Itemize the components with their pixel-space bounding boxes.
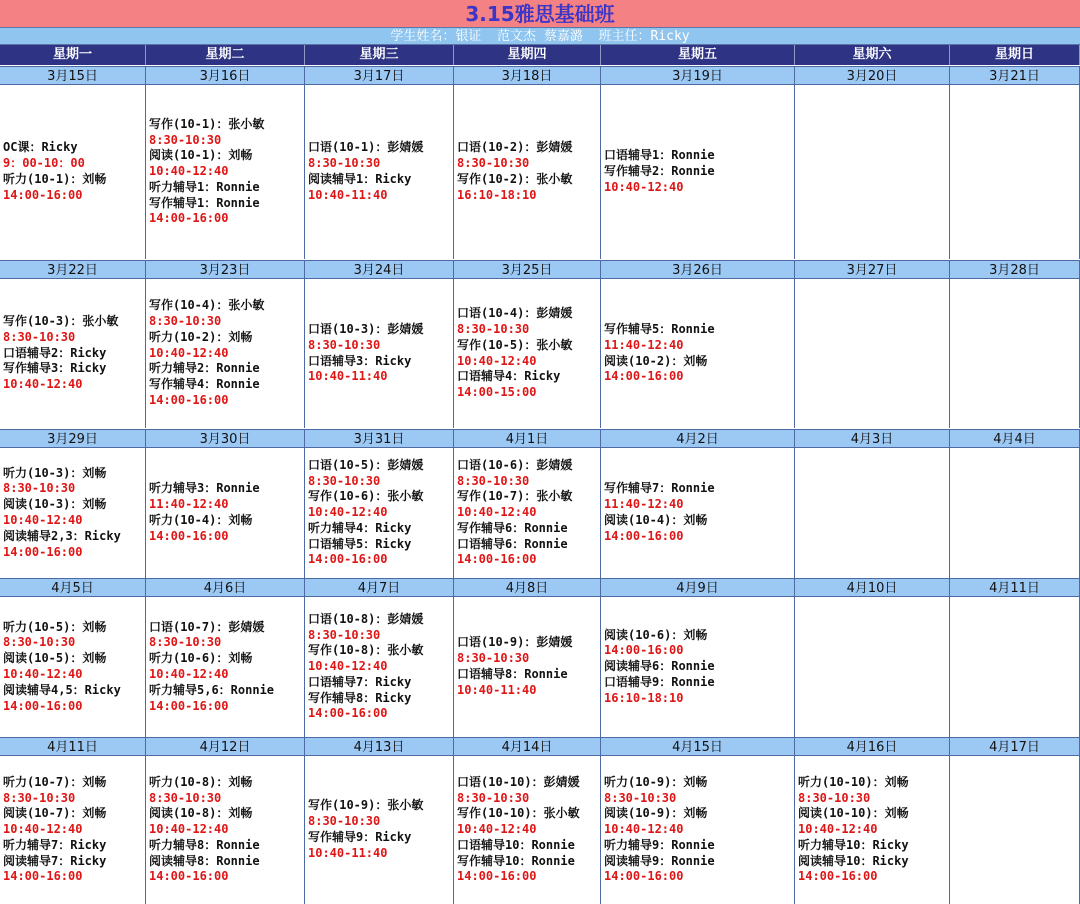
class-entry: 听力(10-10)：刘畅 (798, 774, 909, 789)
date-label: 3月18日 (454, 66, 601, 85)
class-time: 10:40-12:40 (3, 377, 83, 392)
date-label: 3月21日 (950, 66, 1080, 85)
class-entry: 写作(10-2)：张小敏 (457, 172, 573, 186)
class-time: 14:00-16:00 (604, 369, 684, 384)
date-label: 4月6日 (146, 578, 305, 597)
date-label: 4月12日 (146, 737, 305, 756)
day-cell (950, 279, 1080, 428)
class-entry: 口语辅导2：Ricky (3, 345, 107, 360)
day-cell (454, 756, 601, 904)
class-entry: 口语(10-4)：彭婧媛 (457, 306, 573, 321)
day-cell (795, 756, 950, 904)
weekday-header-wed: 星期三 (305, 45, 454, 65)
class-time: 14:00-16:00 (604, 643, 684, 658)
class-time: 14:00-16:00 (3, 187, 83, 202)
class-time: 10:40-12:40 (457, 353, 537, 368)
class-entry: 听力辅导2：Ronnie (149, 361, 260, 376)
class-entry: 听力辅导7：Ricky (3, 837, 107, 852)
class-time: 14:00-15:00 (457, 385, 537, 400)
date-label: 3月30日 (146, 429, 305, 448)
day-cell (305, 85, 454, 259)
class-time: 10:40-12:40 (3, 667, 83, 681)
date-label: 3月23日 (146, 260, 305, 279)
class-entry: 写作辅导6：Ronnie (457, 520, 568, 535)
class-time: 10:40-12:40 (3, 513, 83, 527)
class-time: 14:00-16:00 (149, 698, 229, 713)
class-entry: 写作辅导8：Ricky (308, 690, 412, 705)
class-entry: 口语辅导10：Ronnie (457, 837, 575, 852)
day-cell (454, 597, 601, 737)
class-time: 11:40-12:40 (604, 337, 684, 352)
class-time: 16:10-18:10 (604, 690, 684, 705)
date-label: 4月16日 (795, 737, 950, 756)
date-label: 3月27日 (795, 260, 950, 279)
class-time: 14:00-16:00 (308, 552, 388, 567)
class-entry: 写作辅导2：Ronnie (604, 164, 715, 179)
day-cell (0, 448, 146, 578)
class-entry: 写作(10-5)：张小敏 (457, 337, 573, 352)
class-time: 8:30-10:30 (3, 635, 76, 650)
day-cell (454, 448, 601, 578)
class-entry: 口语(10-10)：彭婧媛 (457, 774, 580, 789)
class-entry: 听力辅导5,6：Ronnie (149, 682, 275, 697)
date-label: 4月13日 (305, 737, 454, 756)
date-label: 3月25日 (454, 260, 601, 279)
day-cell (305, 597, 454, 737)
day-cell (0, 597, 146, 737)
class-entry: 阅读(10-6)：刘畅 (604, 627, 708, 642)
day-cell (795, 597, 950, 737)
class-time: 8:30-10:30 (308, 814, 381, 829)
class-entry: 写作(10-4)：张小敏 (149, 298, 265, 313)
class-entry: 写作(10-7)：张小敏 (457, 489, 573, 504)
class-entry: 听力(10-5)：刘畅 (3, 619, 107, 634)
date-label: 4月11日 (0, 737, 146, 756)
class-entry: 写作(10-6)：张小敏 (308, 489, 424, 504)
class-time: 10:40-12:40 (457, 822, 537, 837)
weekday-header-sat: 星期六 (795, 45, 950, 65)
class-time: 14:00-16:00 (604, 528, 684, 543)
class-time: 10:40-12:40 (798, 822, 878, 837)
class-time: 8:30-10:30 (149, 790, 222, 805)
date-label: 4月5日 (0, 578, 146, 597)
class-entry: 听力(10-9)：刘畅 (604, 774, 708, 789)
class-time: 8:30-10:30 (604, 790, 677, 805)
class-entry: 写作(10-1)：张小敏 (149, 116, 265, 131)
class-entry: 口语辅导9：Ronnie (604, 674, 715, 689)
class-entry: 阅读(10-10)：刘畅 (798, 806, 909, 821)
student-info: 学生姓名：银证 范文杰 蔡嘉潞 班主任：Ricky (0, 28, 1080, 45)
class-time: 14:00-16:00 (149, 211, 229, 226)
class-entry: 口语辅导5：Ricky (308, 536, 412, 551)
date-label: 3月24日 (305, 260, 454, 279)
class-entry: 阅读(10-2)：刘畅 (604, 353, 708, 368)
day-cell (950, 85, 1080, 259)
class-time: 8:30-10:30 (149, 132, 222, 147)
class-entry: 口语(10-5)：彭婧媛 (308, 457, 424, 472)
class-entry: 听力辅导4：Ricky (308, 520, 412, 535)
class-entry: 写作辅导3：Ricky (3, 361, 107, 376)
day-cell (795, 279, 950, 428)
class-time: 14:00-16:00 (457, 869, 537, 884)
date-label: 3月28日 (950, 260, 1080, 279)
class-time: 8:30-10:30 (457, 651, 530, 666)
date-label: 4月3日 (795, 429, 950, 448)
date-label: 3月20日 (795, 66, 950, 85)
class-time: 14:00-16:00 (3, 544, 83, 559)
weekday-header-sun: 星期日 (950, 45, 1080, 65)
class-time: 14:00-16:00 (149, 869, 229, 884)
day-cell (305, 279, 454, 428)
class-entry: 听力(10-7)：刘畅 (3, 774, 107, 789)
day-cell (454, 85, 601, 259)
class-time: 8:30-10:30 (308, 627, 381, 642)
class-time: 10:40-12:40 (149, 164, 229, 179)
class-entry: 听力辅导3：Ronnie (149, 481, 260, 496)
class-time: 11:40-12:40 (149, 497, 229, 512)
class-time: 14:00-16:00 (604, 869, 684, 884)
class-entry: 口语(10-9)：彭婧媛 (457, 635, 573, 650)
day-cell (601, 448, 795, 578)
class-time: 8:30-10:30 (308, 473, 381, 488)
class-entry: 口语(10-3)：彭婧媛 (308, 321, 424, 336)
date-label: 4月14日 (454, 737, 601, 756)
class-entry: 口语(10-7)：彭婧媛 (149, 619, 265, 634)
class-time: 10:40-12:40 (308, 505, 388, 520)
date-label: 3月17日 (305, 66, 454, 85)
class-time: 14:00-16:00 (798, 869, 878, 884)
day-cell (146, 597, 305, 737)
date-label: 3月31日 (305, 429, 454, 448)
date-label: 4月8日 (454, 578, 601, 597)
date-label: 3月19日 (601, 66, 795, 85)
class-time: 10:40-12:40 (308, 659, 388, 674)
class-time: 14:00-16:00 (3, 869, 83, 884)
day-cell (0, 85, 146, 259)
class-entry: 口语辅导4：Ricky (457, 369, 561, 384)
class-time: 8:30-10:30 (149, 635, 222, 650)
date-label: 4月11日 (950, 578, 1080, 597)
class-entry: 阅读(10-7)：刘畅 (3, 806, 107, 821)
date-label: 4月15日 (601, 737, 795, 756)
class-entry: 阅读(10-3)：刘畅 (3, 497, 107, 512)
class-entry: 阅读辅导2,3：Ricky (3, 528, 121, 543)
class-entry: 阅读辅导7：Ricky (3, 853, 107, 868)
class-time: 8:30-10:30 (798, 790, 871, 805)
day-cell (0, 756, 146, 904)
weekday-header-mon: 星期一 (0, 45, 146, 65)
class-entry: 写作(10-10)：张小敏 (457, 806, 580, 821)
class-entry: 阅读辅导10：Ricky (798, 853, 909, 868)
class-entry: 口语辅导6：Ronnie (457, 536, 568, 551)
class-entry: 阅读(10-1)：刘畅 (149, 148, 253, 163)
date-label: 3月22日 (0, 260, 146, 279)
class-entry: 阅读辅导9：Ronnie (604, 853, 715, 868)
class-time: 10:40-11:40 (308, 369, 388, 384)
class-entry: 听力辅导10：Ricky (798, 837, 909, 852)
date-label: 4月7日 (305, 578, 454, 597)
date-label: 3月15日 (0, 66, 146, 85)
class-time: 10:40-12:40 (457, 505, 537, 520)
day-cell (601, 85, 795, 259)
date-label: 3月26日 (601, 260, 795, 279)
class-time: 10:40-12:40 (604, 179, 684, 194)
day-cell (305, 756, 454, 904)
class-time: 10:40-12:40 (604, 822, 684, 837)
class-entry: 写作辅导1：Ronnie (149, 195, 260, 210)
class-entry: 阅读(10-5)：刘畅 (3, 651, 107, 666)
day-cell (601, 597, 795, 737)
class-entry: 写作(10-9)：张小敏 (308, 798, 424, 813)
class-entry: 阅读(10-4)：刘畅 (604, 513, 708, 527)
class-time: 10:40-12:40 (3, 822, 83, 837)
class-entry: 听力(10-8)：刘畅 (149, 774, 253, 789)
class-entry: 口语辅导1：Ronnie (604, 148, 715, 163)
class-time: 11:40-12:40 (604, 497, 684, 512)
class-time: 10:40-12:40 (149, 667, 229, 681)
day-cell (601, 756, 795, 904)
date-label: 4月17日 (950, 737, 1080, 756)
day-cell (601, 279, 795, 428)
class-entry: 写作(10-3)：张小敏 (3, 314, 119, 328)
day-cell (0, 279, 146, 428)
date-label: 4月9日 (601, 578, 795, 597)
day-cell (146, 756, 305, 904)
class-entry: 口语(10-6)：彭婧媛 (457, 457, 573, 472)
class-entry: 听力辅导1：Ronnie (149, 179, 260, 194)
class-entry: 口语辅导8：Ronnie (457, 667, 568, 681)
class-time: 10:40-11:40 (457, 682, 537, 697)
class-entry: 写作辅导9：Ricky (308, 830, 412, 844)
class-time: 14:00-16:00 (457, 552, 537, 567)
weekday-header-fri: 星期五 (601, 45, 795, 65)
class-time: 8:30-10:30 (3, 481, 76, 496)
class-entry: 口语(10-8)：彭婧媛 (308, 611, 424, 626)
day-cell (950, 597, 1080, 737)
class-entry: 听力辅导9：Ronnie (604, 837, 715, 852)
class-entry: 听力(10-2)：刘畅 (149, 329, 253, 344)
day-cell (950, 756, 1080, 904)
class-entry: 写作辅导10：Ronnie (457, 853, 575, 868)
class-entry: 写作(10-8)：张小敏 (308, 643, 424, 658)
class-entry: 阅读辅导6：Ronnie (604, 659, 715, 674)
date-label: 4月2日 (601, 429, 795, 448)
class-entry: 阅读辅导1：Ricky (308, 172, 412, 186)
class-time: 16:10-18:10 (457, 187, 537, 202)
class-entry: 听力(10-6)：刘畅 (149, 651, 253, 666)
class-time: 14:00-16:00 (308, 706, 388, 721)
class-time: 10:40-11:40 (308, 187, 388, 202)
class-time: 8:30-10:30 (3, 329, 76, 344)
class-time: 8:30-10:30 (149, 314, 222, 328)
day-cell (795, 448, 950, 578)
class-entry: 口语辅导7：Ricky (308, 674, 412, 689)
class-time: 10:40-12:40 (149, 822, 229, 837)
day-cell (146, 279, 305, 428)
weekday-header-tue: 星期二 (146, 45, 305, 65)
day-cell (146, 448, 305, 578)
class-time: 8:30-10:30 (308, 156, 381, 171)
class-entry: 阅读(10-9)：刘畅 (604, 806, 708, 821)
class-time: 14:00-16:00 (149, 528, 229, 543)
day-cell (454, 279, 601, 428)
date-label: 4月1日 (454, 429, 601, 448)
class-time: 14:00-16:00 (149, 392, 229, 407)
class-entry: 听力(10-3)：刘畅 (3, 465, 107, 480)
class-entry: 口语辅导3：Ricky (308, 353, 412, 368)
class-time: 8:30-10:30 (457, 321, 530, 336)
class-entry: 写作辅导4：Ronnie (149, 377, 260, 392)
day-cell (305, 448, 454, 578)
class-time: 10:40-11:40 (308, 845, 388, 860)
date-label: 3月29日 (0, 429, 146, 448)
class-entry: 阅读(10-8)：刘畅 (149, 806, 253, 821)
class-time: 8:30-10:30 (457, 473, 530, 488)
class-time: 8:30-10:30 (457, 790, 530, 805)
class-entry: 口语(10-2)：彭婧媛 (457, 140, 573, 155)
class-time: 8:30-10:30 (3, 790, 76, 805)
class-time: 14:00-16:00 (3, 698, 83, 713)
day-cell (795, 85, 950, 259)
class-time: 8:30-10:30 (457, 156, 530, 171)
date-label: 3月16日 (146, 66, 305, 85)
class-entry: 听力辅导8：Ronnie (149, 837, 260, 852)
class-entry: 阅读辅导8：Ronnie (149, 853, 260, 868)
class-time: 8:30-10:30 (308, 337, 381, 352)
date-label: 4月4日 (950, 429, 1080, 448)
weekday-header-thu: 星期四 (454, 45, 601, 65)
date-label: 4月10日 (795, 578, 950, 597)
class-entry: 听力(10-1)：刘畅 (3, 172, 107, 186)
class-entry: 听力(10-4)：刘畅 (149, 513, 253, 527)
class-time: 10:40-12:40 (149, 345, 229, 360)
class-entry: 阅读辅导4,5：Ricky (3, 682, 121, 697)
sheet-title: 3.15雅思基础班 (0, 0, 1080, 28)
class-time: 9：00-10：00 (3, 156, 85, 171)
class-entry: 写作辅导5：Ronnie (604, 321, 715, 336)
class-entry: 写作辅导7：Ronnie (604, 481, 715, 496)
day-cell (950, 448, 1080, 578)
day-cell (146, 85, 305, 259)
class-entry: OC课：Ricky (3, 140, 78, 155)
class-entry: 口语(10-1)：彭婧媛 (308, 140, 424, 155)
